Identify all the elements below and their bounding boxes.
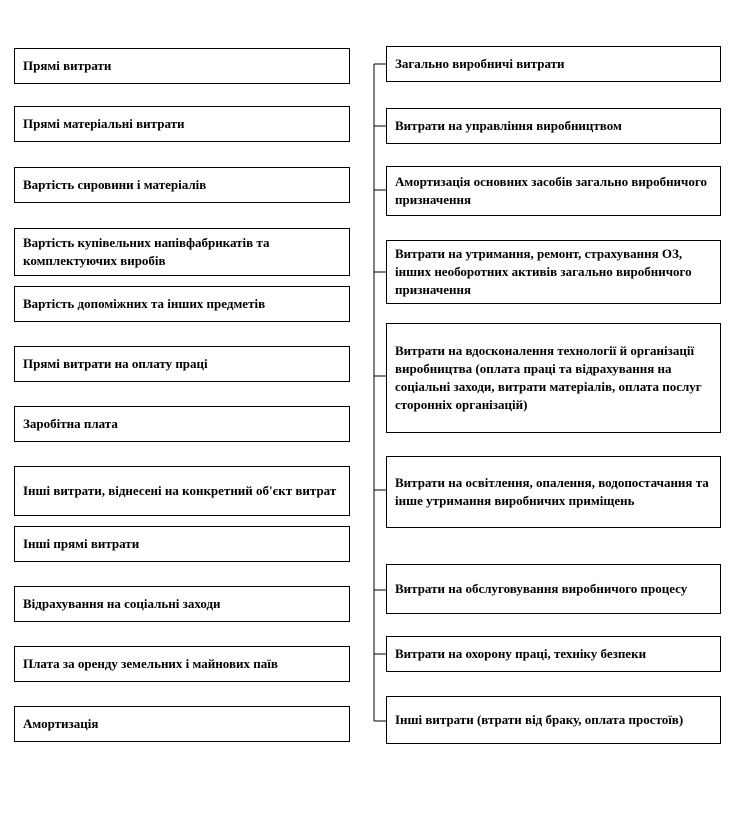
left-box-label: Плата за оренду земельних і майнових паїв xyxy=(23,656,278,671)
left-box-direct-costs xyxy=(14,48,350,84)
right-box-fixed-assets-depreciation xyxy=(386,166,721,216)
right-box-production-management xyxy=(386,108,721,144)
left-box-wages xyxy=(14,406,350,442)
right-box-lighting-heating xyxy=(386,456,721,528)
right-box-label: Витрати на управління виробництвом xyxy=(395,118,622,133)
left-box-other-attributed-costs xyxy=(14,466,350,516)
left-box-other-direct-costs xyxy=(14,526,350,562)
right-box-label: Витрати на охорону праці, техніку безпеки xyxy=(395,646,647,661)
right-box-production-process-service xyxy=(386,564,721,614)
left-box-label: Вартість допоміжних та інших предметів xyxy=(23,296,266,311)
left-box-land-lease xyxy=(14,646,350,682)
left-box-label: Прямі витрати xyxy=(23,58,112,73)
left-box-label: Прямі витрати на оплату праці xyxy=(23,356,208,371)
right-box-other-costs xyxy=(386,696,721,744)
left-box-social-contributions xyxy=(14,586,350,622)
right-box-label: Загально виробничі витрати xyxy=(395,56,565,71)
right-box-label: Інші витрати (втрати від браку, оплата простоїв) xyxy=(395,712,684,727)
left-box-label: Амортизація xyxy=(23,716,99,731)
right-box-label: Витрати на освітлення, опалення, водопостачання та інше утримання виробничих приміщень xyxy=(395,475,709,508)
left-box-direct-labor-costs xyxy=(14,346,350,382)
right-box-labor-protection xyxy=(386,636,721,672)
right-box-label: Витрати на вдосконалення технології й організації виробництва (оплата праці та відрахування на соціальні заходи, витрати матеріалів, оплата послуг сторонніх організацій) xyxy=(395,343,702,412)
left-box-label: Прямі матеріальні витрати xyxy=(23,116,185,131)
left-box-label: Інші витрати, віднесені на конкретний об'єкт витрат xyxy=(23,483,337,498)
left-box-label: Заробітна плата xyxy=(23,416,118,431)
left-box-raw-materials-cost xyxy=(14,167,350,203)
left-box-semi-finished-cost xyxy=(14,228,350,276)
left-box-label: Вартість купівельних напівфабрикатів та комплектуючих виробів xyxy=(23,235,270,268)
right-box-maintenance-repair xyxy=(386,240,721,304)
left-box-depreciation xyxy=(14,706,350,742)
right-box-label: Витрати на утримання, ремонт, страхування ОЗ, інших необоротних активів загально виробничого призначення xyxy=(395,246,692,297)
right-box-label: Витрати на обслуговування виробничого процесу xyxy=(395,581,688,596)
left-box-label: Інші прямі витрати xyxy=(23,536,140,551)
left-box-label: Відрахування на соціальні заходи xyxy=(23,596,221,611)
left-box-direct-material-costs xyxy=(14,106,350,142)
right-box-general-production-costs xyxy=(386,46,721,82)
right-box-label: Амортизація основних засобів загально виробничого призначення xyxy=(395,174,707,207)
right-box-technology-improvement xyxy=(386,323,721,433)
left-box-label: Вартість сировини і матеріалів xyxy=(23,177,207,192)
left-box-auxiliary-items-cost xyxy=(14,286,350,322)
